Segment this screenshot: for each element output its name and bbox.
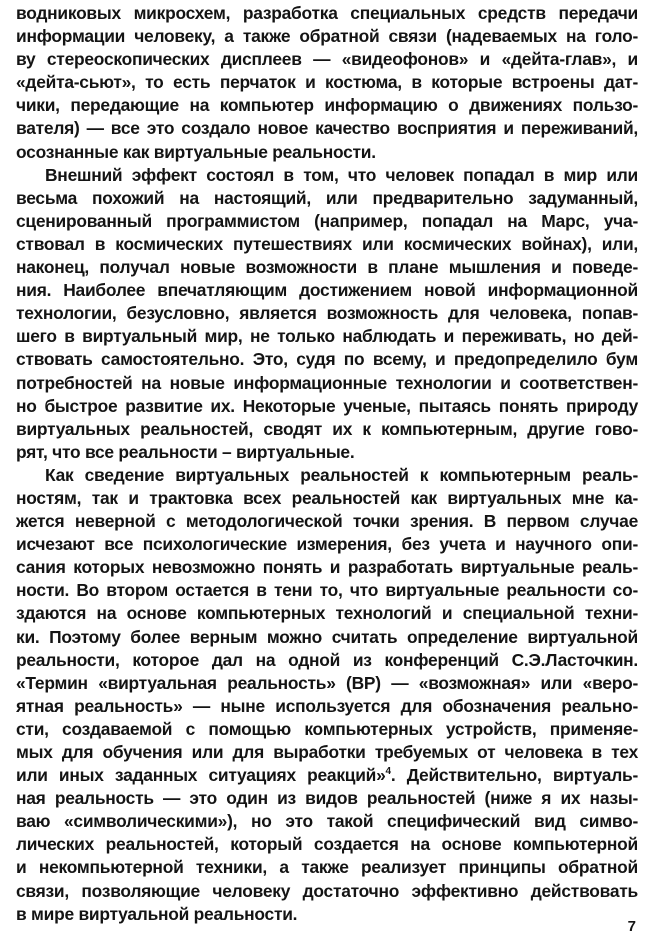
text-line: ву стереоскопических дисплеев — «видеофонов» и «дейта-глав», и [16, 49, 638, 70]
text-line: здаются на основе компьютерных технологий и специальной техни- [16, 603, 638, 624]
text-line: жется неверной с методологической точки зрения. В первом случае [16, 511, 638, 532]
text-line: технологии, безусловно, является возможность для человека, попав- [16, 303, 638, 324]
text-line: исчезают все психологические измерения, без учета и научного опи- [16, 534, 638, 555]
text-line: сти, создаваемой с помощью компьютерных устройств, применяе- [16, 718, 638, 739]
text-line: ствовать самостоятельно. Это, судя по всему, и предопределило бум [16, 349, 638, 370]
text-line: рят, что все реальности – виртуальные. [16, 441, 355, 462]
text-line: в мире виртуальной реальности. [16, 903, 298, 924]
text-line: ная реальность — это один из видов реальностей (ниже я их назы- [16, 788, 638, 809]
text-line: Внешний эффект состоял в том, что человек попадал в мир или [45, 164, 638, 185]
text-line: ствовал в космических путешествиях или космических войнах), или, [16, 233, 638, 254]
text-line-with-footnote [16, 764, 638, 787]
text-line: но быстрое развитие их. Некоторые ученые, пытаясь понять природу [16, 395, 638, 416]
text-line: ятная реальность» — ныне используется для обозначения реально- [16, 695, 638, 716]
text-line: ностям, так и трактовка всех реальностей как виртуальных мне ка- [16, 487, 638, 508]
text-line: потребностей на новые информационные технологии и соответствен- [16, 372, 638, 393]
footnote-marker[interactable]: 4 [385, 766, 391, 778]
text-line-head: или иных заданных ситуациях реакций» [16, 765, 386, 786]
text-line-tail: . Действительно, виртуаль- [390, 765, 638, 786]
page-number: 7 [627, 918, 636, 935]
text-line: реальности, которое дал на одной из конференций С.Э.Ласточкин. [16, 649, 638, 670]
body-text [16, 2, 638, 926]
text-line: «Термин «виртуальная реальность» (ВР) — «возможная» или «веро- [16, 672, 638, 693]
text-line: весьма похожий на настоящий, или предварительно задуманный, [16, 187, 638, 208]
text-line: информации человеку, а также обратной связи (надеваемых на голо- [16, 26, 638, 47]
text-line: ваю «символическими»), но это такой специфический вид симво- [16, 811, 638, 832]
text-line: ности. Во втором остается в тени то, что виртуальные реальности со- [16, 580, 638, 601]
text-line: лических реальностей, который создается на основе компьютерной [16, 834, 638, 855]
text-line: «дейта-сьют», то есть перчаток и костюма, в которые встроены дат- [16, 72, 638, 93]
text-line: ния. Наиболее впечатляющим достижением новой информационной [16, 280, 638, 301]
text-line: мых для обучения или для выработки требуемых от человека в тех [16, 742, 638, 762]
text-line: сания которых невозможно понять и разработать виртуальные реаль- [16, 557, 638, 578]
text-line: водниковых микросхем, разработка специальных средств передачи [16, 3, 638, 23]
text-line: и некомпьютерной техники, а также реализует принципы обратной [16, 857, 638, 878]
text-line: Как сведение виртуальных реальностей к компьютерным реаль- [45, 464, 638, 485]
text-line: чики, передающие на компьютер информацию о движениях пользо- [16, 95, 638, 116]
text-line: наконец, получал новые возможности в плане мышления и поведе- [16, 257, 638, 278]
text-line: ки. Поэтому более верным можно считать определение виртуальной [16, 626, 638, 647]
text-line: осознанные как виртуальные реальности. [16, 141, 376, 162]
text-line: вателя) — все это создало новое качество восприятия и переживаний, [16, 118, 638, 139]
text-line: связи, позволяющие человеку достаточно эффективно действовать [16, 880, 638, 901]
text-line: сценированный программистом (например, попадал на Марс, уча- [16, 210, 638, 231]
text-line: виртуальных реальностей, сводят их к компьютерным, другие гово- [16, 418, 638, 439]
text-line: шего в виртуальный мир, не только наблюдать и переживать, но дей- [16, 326, 638, 347]
